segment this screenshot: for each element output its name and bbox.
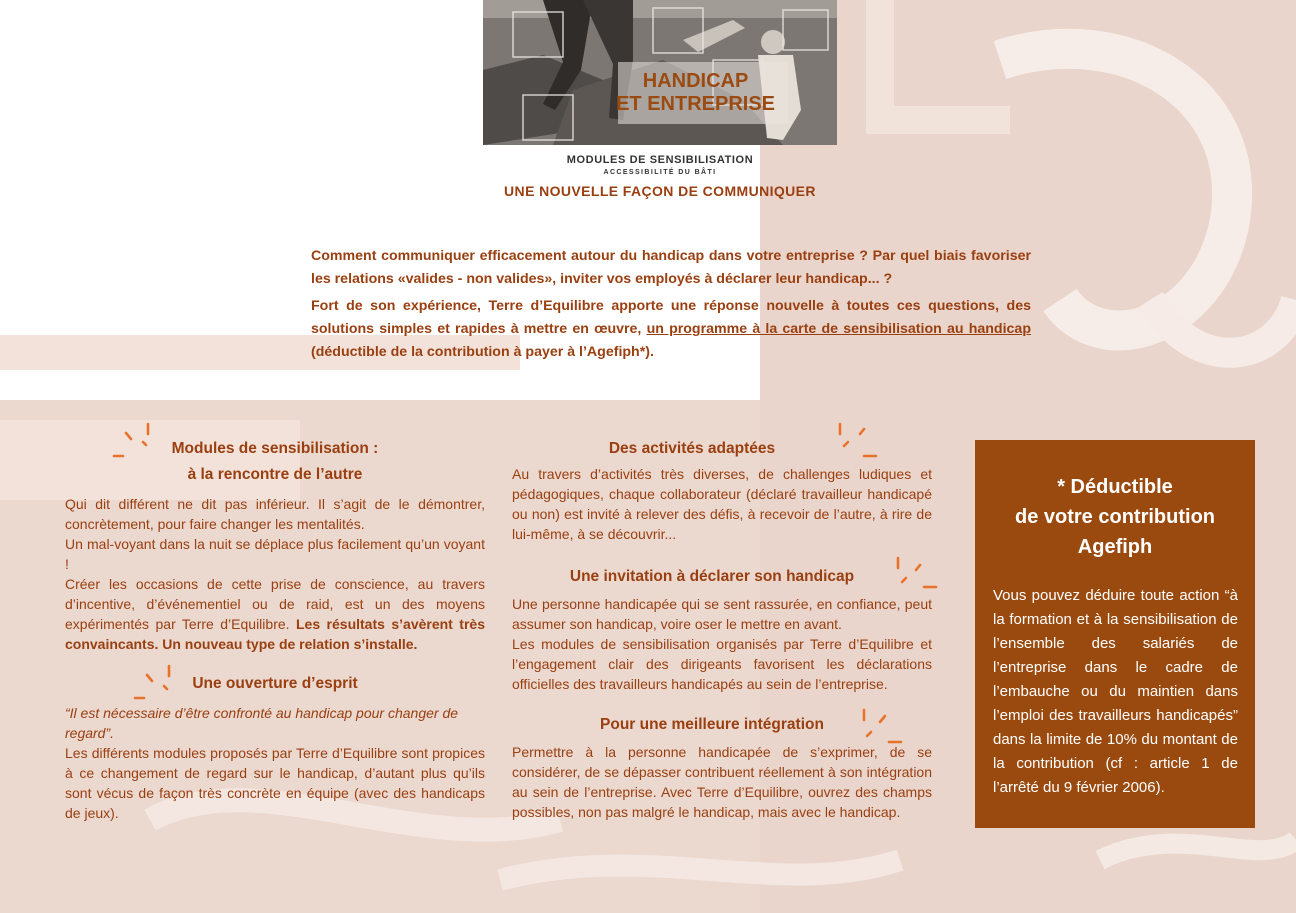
subtitle-modules: MODULES DE SENSIBILISATION — [566, 154, 754, 166]
col2-paragraph-2: Une personne handicapée qui se sent rassurée, en confiance, peut assumer son handicap, voire oser le mettre en avant. — [512, 596, 932, 632]
col1-paragraph-3 — [65, 574, 485, 654]
intro-paragraph-1: Comment communiquer efficacement autour du handicap dans votre entreprise ? Par quel biais favoriser les relations «valides - non valides», inviter vos employés à déclarer leur handicap... ? — [311, 248, 1031, 287]
heading-modules-line1: Modules de sensibilisation : — [171, 440, 379, 457]
subtitle-accessibilite: ACCESSIBILITÉ DU BÂTI — [603, 169, 717, 176]
deductible-box-text: Vous pouvez déduire toute action “à la formation et à la sensibilisation de l’ensemble des salariés de l’entreprise dans le cadre de l’embauche ou du maintien dans l’emploi des travailleurs handicapés” dans la limite de 10% du montant de la contribution (cf : article 1 de l’arrêté du 9 février 2006). — [993, 587, 1238, 796]
heading-ouverture: Une ouverture d’esprit — [192, 675, 358, 692]
deductible-box-title — [985, 472, 1245, 562]
col1-quote: “Il est nécessaire d’être confronté au handicap pour changer de regard”. — [65, 705, 459, 741]
intro-paragraph-2-end: (déductible de la contribution à payer à l’Agefiph*). — [311, 344, 654, 360]
intro-underlined-program: un programme à la carte de sensibilisation au handicap — [646, 321, 1031, 337]
hero-title-line2: ET ENTREPRISE — [616, 93, 775, 115]
heading-integration: Pour une meilleure intégration — [600, 716, 824, 733]
hero-title-line1: HANDICAP — [642, 70, 749, 92]
deductible-title-line1: * Déductible — [1057, 476, 1173, 498]
column-left — [65, 436, 485, 823]
hero-image — [483, 0, 837, 145]
subtitle-tagline: UNE NOUVELLE FAÇON DE COMMUNIQUER — [504, 183, 816, 199]
intro-paragraph-2 — [311, 295, 1031, 364]
heading-activites: Des activités adaptées — [608, 440, 776, 457]
col2-paragraph-3: Les modules de sensibilisation organisés par Terre d’Equilibre et l’engagement clair des dirigeants favorisent les déclarations officielles des travailleurs handicapés au sein de l’entreprise. — [512, 636, 932, 692]
deductible-title-line2: de votre contribution — [1015, 506, 1215, 528]
col2-paragraph-4: Permettre à la personne handicapée de s’exprimer, de se considérer, de se dépasser contribuent réellement à son intégration au sein de l’entreprise. Avec Terre d’Equilibre, ouvrez des champs possibles, non pas malgré le handicap, mais avec le handicap. — [512, 744, 932, 820]
col1-paragraph-3-text: Créer les occasions de cette prise de conscience, au travers d’incentive, d’événementiel ou de raid, est un des moyens expérimentés par Terre d’Equilibre. — [65, 576, 485, 632]
intro-text — [311, 245, 1031, 368]
intro-paragraph-2-start: Fort de son expérience, Terre d’Equilibre apporte une réponse nouvelle à toutes ces questions, des solutions simples et rapides à mettre en œuvre, — [311, 298, 1031, 337]
hero-title — [616, 70, 775, 116]
col1-paragraph-4: Les différents modules proposés par Terre d’Equilibre sont propices à ce changement de regard sur le handicap, d’autant plus qu’ils sont vécus de façon très concrète en équipe (avec des handicaps de jeux). — [65, 745, 485, 821]
col1-paragraph-3-bold: Les résultats s’avèrent très convaincants. Un nouveau type de relation s’installe. — [65, 616, 485, 652]
col1-paragraph-2: Un mal-voyant dans la nuit se déplace plus facilement qu’un voyant ! — [65, 536, 485, 572]
heading-invitation: Une invitation à déclarer son handicap — [569, 568, 855, 585]
deductible-title-line3: Agefiph — [1077, 536, 1153, 558]
deductible-box — [975, 440, 1255, 828]
heading-modules-line2: à la rencontre de l’autre — [187, 466, 363, 483]
column-middle — [512, 436, 932, 822]
col1-paragraph-1: Qui dit différent ne dit pas inférieur. Il s’agit de le démontrer, concrètement, pour faire changer les mentalités. — [65, 496, 485, 532]
col2-paragraph-1: Au travers d’activités très diverses, de challenges ludiques et pédagogiques, chaque collaborateur (déclaré travailleur handicapé ou non) est invité à relever des défis, à recevoir de l’autre, à rire de lui-même, à se découvrir... — [512, 466, 932, 542]
